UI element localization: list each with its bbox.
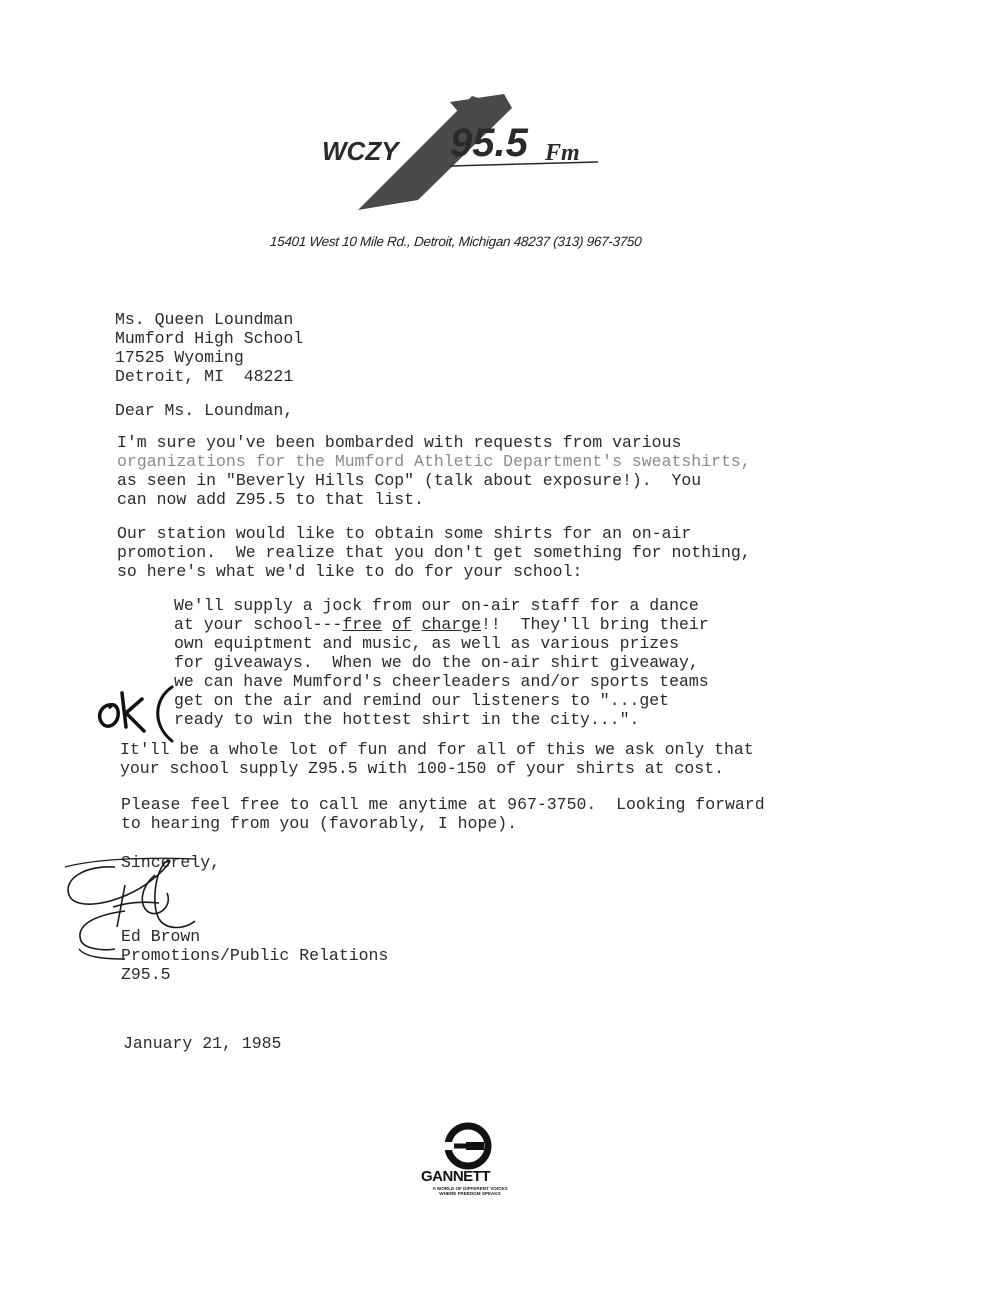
paragraph-line: we can have Mumford's cheerleaders and/or sports teams xyxy=(174,672,709,691)
recipient-block xyxy=(115,310,303,386)
paragraph-line: get on the air and remind our listeners to "...get xyxy=(174,691,670,710)
paragraph-line: promotion. We realize that you don't get something for nothing, xyxy=(117,543,751,562)
wczy-z955-logo xyxy=(300,88,620,218)
logo-call-letters: WCZY xyxy=(322,136,399,166)
paragraph-line: can now add Z95.5 to that list. xyxy=(117,490,424,509)
recipient-name: Ms. Queen Loundman xyxy=(115,310,294,329)
paragraph-line: organizations for the Mumford Athletic Department's sweatshirts, xyxy=(117,452,751,471)
handwritten-ok-mark xyxy=(92,675,182,745)
underlined-charge: charge xyxy=(421,615,481,634)
paragraph-line: to hearing from you (favorably, I hope). xyxy=(121,814,518,833)
paragraph-2 xyxy=(117,524,751,581)
paragraph-line: ready to win the hottest shirt in the city...". xyxy=(174,710,640,729)
paragraph-4 xyxy=(121,795,765,833)
underlined-of: of xyxy=(391,615,412,634)
indented-offer xyxy=(174,596,709,729)
paragraph-line: Our station would like to obtain some shirts for an on-air xyxy=(117,524,692,543)
logo-band: Fm xyxy=(545,140,580,166)
signer-title: Promotions/Public Relations xyxy=(121,946,389,965)
underlined-free: free xyxy=(342,615,382,634)
recipient-org: Mumford High School xyxy=(115,329,304,348)
paragraph-line: for giveaways. When we do the on-air shirt giveaway, xyxy=(174,653,699,672)
salutation: Dear Ms. Loundman, xyxy=(115,401,294,420)
gannett-logo-icon xyxy=(420,1122,520,1212)
signer-org: Z95.5 xyxy=(121,965,171,984)
paragraph-line: I'm sure you've been bombarded with requests from various xyxy=(117,433,682,452)
recipient-street: 17525 Wyoming xyxy=(115,348,244,367)
gannett-wordmark: GANNETT xyxy=(421,1168,490,1185)
paragraph-1 xyxy=(117,433,751,509)
paragraph-line: as seen in "Beverly Hills Cop" (talk about exposure!). You xyxy=(117,471,702,490)
paragraph-line: so here's what we'd like to do for your school: xyxy=(117,562,583,581)
letter-date: January 21, 1985 xyxy=(123,1034,282,1053)
paragraph-line: It'll be a whole lot of fun and for all of this we ask only that xyxy=(120,740,754,759)
signer-block xyxy=(121,927,388,984)
signer-name: Ed Brown xyxy=(121,927,201,946)
paragraph-line: own equiptment and music, as well as various prizes xyxy=(174,634,679,653)
letterhead-address: 15401 West 10 Mile Rd., Detroit, Michigan 48237 (313) 967-3750 xyxy=(269,234,642,249)
closing: Sincerely, xyxy=(121,853,221,872)
recipient-city: Detroit, MI 48221 xyxy=(115,367,294,386)
paragraph-line: Please feel free to call me anytime at 967-3750. Looking forward xyxy=(121,795,765,814)
paragraph-3 xyxy=(120,740,754,778)
logo-frequency: 95.5 xyxy=(450,121,528,165)
paragraph-line: at your school---free of charge!! They'll bring their xyxy=(174,615,709,634)
gannett-tagline: A WORLD OF DIFFERENT VOICES WHERE FREEDOM SPEAKS xyxy=(432,1186,508,1197)
paragraph-line: We'll supply a jock from our on-air staff for a dance xyxy=(174,596,699,615)
paragraph-line: your school supply Z95.5 with 100-150 of your shirts at cost. xyxy=(120,759,724,778)
